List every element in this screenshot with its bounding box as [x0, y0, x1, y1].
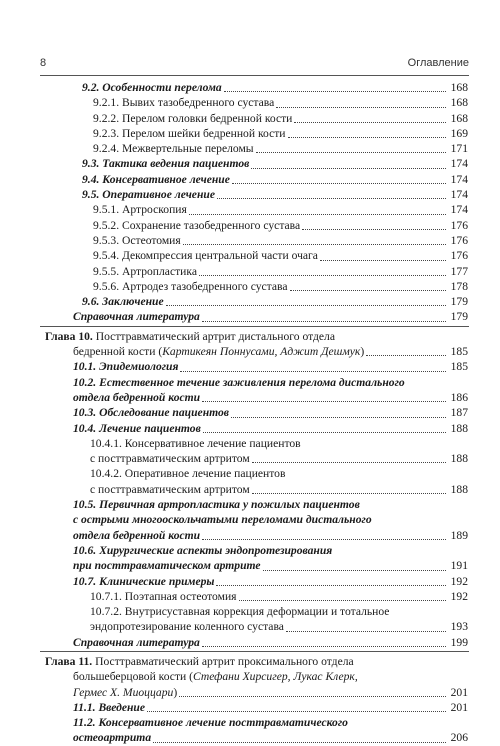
- toc-entry[interactable]: 9.5.4. Декомпрессия центральной части очага 176: [93, 249, 468, 263]
- toc-entry[interactable]: при посттравматическом артрите 191: [73, 559, 468, 573]
- toc-entry[interactable]: 11.2. Консервативное лечение посттравматического: [73, 716, 348, 730]
- toc-entry[interactable]: Справочная литература 179: [73, 310, 468, 324]
- toc-entry[interactable]: 10.1. Эпидемиология 185: [73, 360, 468, 374]
- running-header: [40, 57, 469, 73]
- toc-entry[interactable]: 10.7.2. Внутрисуставная коррекция деформации и тотальное: [90, 605, 390, 619]
- toc-entry[interactable]: 9.2.2. Перелом головки бедренной кости 168: [93, 111, 468, 125]
- toc-entry[interactable]: 9.2.1. Вывих тазобедренного сустава 168: [93, 96, 468, 110]
- toc-entry[interactable]: 10.4.2. Оперативное лечение пациентов: [90, 467, 286, 481]
- toc-entry[interactable]: 11.1. Введение 201: [73, 700, 468, 714]
- toc-entry[interactable]: 10.4. Лечение пациентов 188: [73, 421, 468, 435]
- toc-entry[interactable]: 9.5.2. Сохранение тазобедренного сустава 176: [93, 218, 468, 232]
- toc-entry[interactable]: 9.3. Тактика ведения пациентов 174: [82, 157, 468, 171]
- toc-entry[interactable]: 9.4. Консервативное лечение 174: [82, 172, 468, 186]
- toc-entry[interactable]: 10.4.1. Консервативное лечение пациентов: [90, 436, 301, 450]
- toc-entry[interactable]: отдела бедренной кости 186: [73, 390, 468, 404]
- toc-entry[interactable]: 9.5. Оперативное лечение 174: [82, 188, 468, 202]
- toc-entry[interactable]: 10.6. Хирургические аспекты эндопротезирования: [73, 543, 333, 557]
- toc-entry[interactable]: с посттравматическим артритом 188: [90, 452, 468, 466]
- toc-entry[interactable]: 9.5.5. Артропластика 177: [93, 264, 468, 278]
- toc-entry[interactable]: 9.6. Заключение 179: [82, 295, 468, 309]
- chapter-divider: [40, 326, 469, 328]
- header-rule: [40, 75, 469, 76]
- toc-entry[interactable]: 10.7.1. Поэтапная остеотомия 192: [90, 589, 468, 603]
- toc-entry[interactable]: большеберцовой кости (Стефани Хирсигер, Лукас Клерк,: [73, 670, 358, 684]
- toc-entry[interactable]: Справочная литература 199: [73, 635, 468, 649]
- toc-chapter-heading[interactable]: Глава 10. Посттравматический артрит дистального отдела: [45, 329, 335, 343]
- toc-entry[interactable]: остеоартрита 206: [73, 731, 468, 745]
- toc-entry[interactable]: 9.5.6. Артродез тазобедренного сустава 178: [93, 279, 468, 293]
- page-number: 8: [40, 57, 47, 69]
- running-header-title: Оглавление: [407, 57, 469, 69]
- toc-entry[interactable]: с посттравматическим артритом 188: [90, 482, 468, 496]
- toc-entry[interactable]: 9.2.4. Межвертельные переломы 171: [93, 142, 468, 156]
- toc-entry[interactable]: 10.5. Первичная артропластика у пожилых пациентов: [73, 498, 360, 512]
- toc-entry[interactable]: 10.7. Клинические примеры 192: [73, 574, 468, 588]
- toc-entry[interactable]: 9.5.1. Артроскопия 174: [93, 203, 468, 217]
- toc-entry[interactable]: с острыми многооскольчатыми переломами дистального: [73, 513, 372, 527]
- toc-entry[interactable]: 9.2.3. Перелом шейки бедренной кости 169: [93, 126, 468, 140]
- table-of-contents: [0, 80, 500, 746]
- toc-entry[interactable]: бедренной кости (Картикеян Поннусами, Аджит Дешмук) 185: [73, 345, 468, 359]
- toc-entry[interactable]: 10.3. Обследование пациентов 187: [73, 406, 468, 420]
- chapter-divider: [40, 651, 469, 653]
- toc-chapter-heading[interactable]: Глава 11. Посттравматический артрит проксимального отдела: [45, 654, 354, 668]
- toc-entry[interactable]: 9.5.3. Остеотомия 176: [93, 233, 468, 247]
- toc-entry[interactable]: 9.2. Особенности перелома 168: [82, 81, 468, 94]
- toc-entry[interactable]: 10.2. Естественное течение заживления перелома дистального: [73, 375, 405, 389]
- toc-entry[interactable]: отдела бедренной кости 189: [73, 528, 468, 542]
- toc-entry[interactable]: Гермес Х. Миоццари) 201: [73, 685, 468, 699]
- toc-entry[interactable]: эндопротезирование коленного сустава 193: [90, 620, 468, 634]
